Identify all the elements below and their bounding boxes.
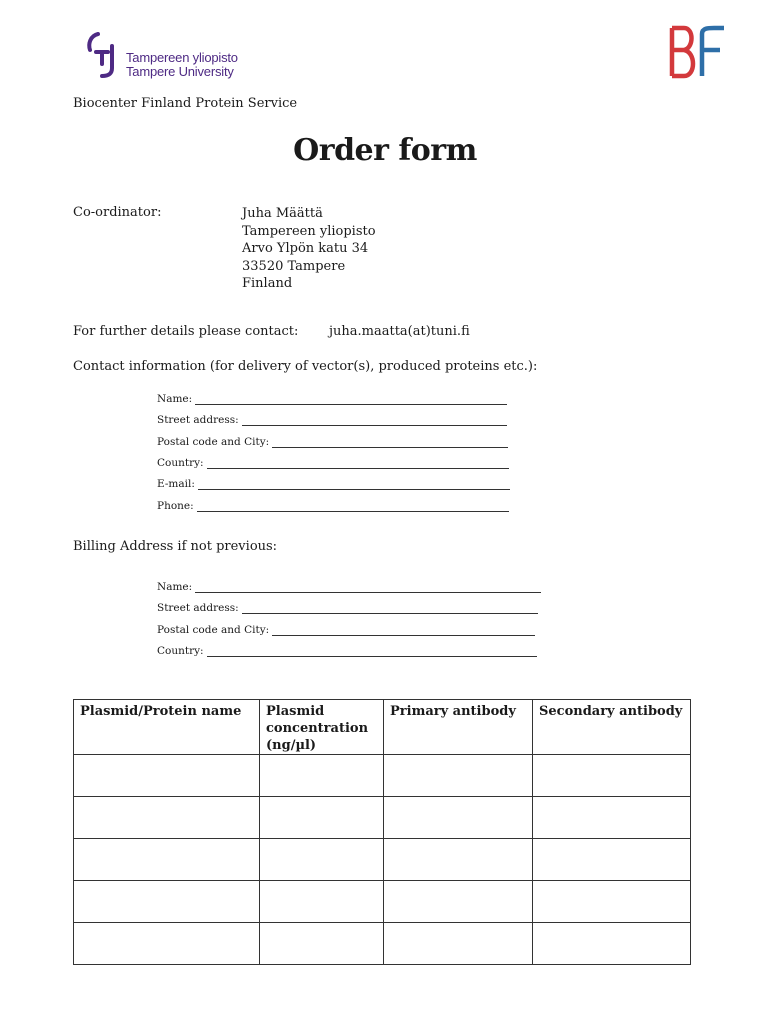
header-line: Secondary antibody <box>539 704 683 719</box>
table-cell[interactable] <box>74 923 260 965</box>
table-row <box>74 797 691 839</box>
contact-postal-city-field[interactable] <box>157 436 508 448</box>
page-title: Order form <box>293 133 477 168</box>
field-label: Postal code and City: <box>157 436 270 448</box>
table-cell[interactable] <box>384 839 533 881</box>
table-cell[interactable] <box>384 797 533 839</box>
table-row <box>74 839 691 881</box>
table-cell[interactable] <box>260 923 384 965</box>
contact-country-field[interactable] <box>157 457 509 469</box>
field-line[interactable] <box>242 414 507 426</box>
tuni-logo-line2: Tampere University <box>126 64 234 79</box>
field-label: Phone: <box>157 500 194 512</box>
header-line: Plasmid/Protein name <box>80 704 242 719</box>
table-cell[interactable] <box>384 755 533 797</box>
table-row <box>74 755 691 797</box>
coordinator-label: Co-ordinator: <box>73 205 162 220</box>
tampere-university-logo <box>86 30 266 82</box>
order-table-body <box>74 755 691 965</box>
service-name: Biocenter Finland Protein Service <box>73 96 298 111</box>
contact-email-field[interactable] <box>157 478 510 490</box>
table-cell[interactable] <box>74 839 260 881</box>
field-line[interactable] <box>207 645 537 657</box>
table-cell[interactable] <box>533 839 691 881</box>
contact-street-field[interactable] <box>157 414 507 426</box>
field-line[interactable] <box>195 581 541 593</box>
field-line[interactable] <box>195 393 507 405</box>
coordinator-organization: Tampereen yliopisto <box>242 223 376 239</box>
table-cell[interactable] <box>384 923 533 965</box>
header-plasmid-concentration <box>260 700 384 755</box>
table-cell[interactable] <box>533 923 691 965</box>
table-cell[interactable] <box>533 881 691 923</box>
contact-label: For further details please contact: <box>73 324 299 339</box>
table-cell[interactable] <box>74 797 260 839</box>
contact-info-heading: Contact information (for delivery of vector(s), produced proteins etc.): <box>73 359 538 374</box>
order-table <box>73 699 691 965</box>
table-cell[interactable] <box>74 881 260 923</box>
coordinator-name: Juha Määttä <box>242 206 323 221</box>
table-cell[interactable] <box>533 797 691 839</box>
table-cell[interactable] <box>260 881 384 923</box>
header-line: Primary antibody <box>390 704 516 719</box>
field-label: Street address: <box>157 602 239 614</box>
billing-country-field[interactable] <box>157 645 537 657</box>
field-label: Country: <box>157 457 204 469</box>
table-cell[interactable] <box>260 839 384 881</box>
header-line: concentration <box>266 721 369 736</box>
coordinator-country: Finland <box>242 276 293 291</box>
field-line[interactable] <box>207 457 509 469</box>
table-cell[interactable] <box>74 755 260 797</box>
field-line[interactable] <box>197 500 509 512</box>
header-secondary-antibody <box>533 700 691 755</box>
billing-name-field[interactable] <box>157 581 541 593</box>
field-line[interactable] <box>272 436 508 448</box>
billing-street-field[interactable] <box>157 602 538 614</box>
contact-email[interactable]: juha.maatta(at)tuni.fi <box>329 324 470 339</box>
field-label: Postal code and City: <box>157 624 270 636</box>
coordinator-address <box>242 205 376 293</box>
table-row <box>74 881 691 923</box>
billing-postal-city-field[interactable] <box>157 624 535 636</box>
bf-logo-icon <box>668 24 728 80</box>
field-label: Country: <box>157 645 204 657</box>
field-label: Name: <box>157 581 193 593</box>
tuni-mark-icon <box>86 30 126 82</box>
field-line[interactable] <box>198 478 510 490</box>
header-plasmid-protein-name <box>74 700 260 755</box>
field-label: Name: <box>157 393 193 405</box>
table-row <box>74 923 691 965</box>
field-line[interactable] <box>272 624 535 636</box>
tuni-logo-line1: Tampereen yliopisto <box>126 50 238 65</box>
contact-name-field[interactable] <box>157 393 507 405</box>
biocenter-finland-logo <box>668 24 728 80</box>
table-cell[interactable] <box>260 797 384 839</box>
field-label: Street address: <box>157 414 239 426</box>
coordinator-street: Arvo Ylpön katu 34 <box>242 241 369 256</box>
field-line[interactable] <box>242 602 538 614</box>
table-cell[interactable] <box>533 755 691 797</box>
field-label: E-mail: <box>157 478 195 490</box>
table-header-row <box>74 700 691 755</box>
billing-heading: Billing Address if not previous: <box>73 539 278 554</box>
coordinator-postal-city: 33520 Tampere <box>242 258 346 274</box>
header-primary-antibody <box>384 700 533 755</box>
header-line: (ng/µl) <box>266 738 317 753</box>
header-line: Plasmid <box>266 704 325 719</box>
contact-phone-field[interactable] <box>157 500 509 512</box>
table-cell[interactable] <box>260 755 384 797</box>
table-cell[interactable] <box>384 881 533 923</box>
